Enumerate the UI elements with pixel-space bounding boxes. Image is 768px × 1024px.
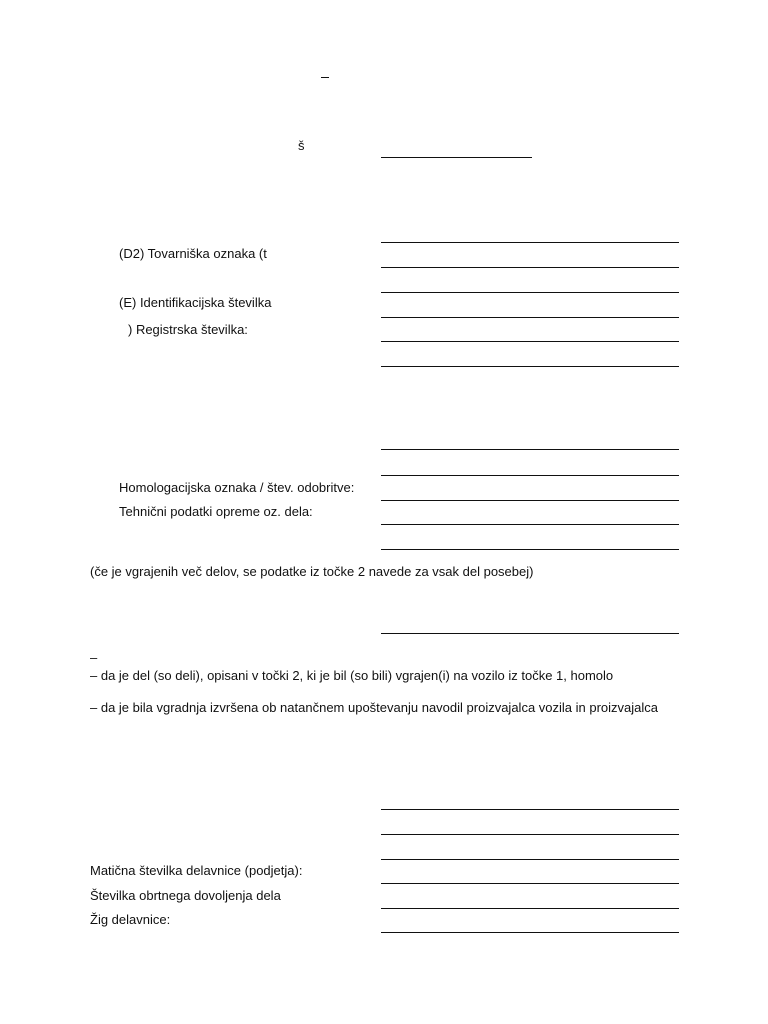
homologation-label: Homologacijska oznaka / štev. odobritve:: [119, 480, 355, 495]
field-line-10[interactable]: [381, 524, 679, 525]
field-line-7[interactable]: [381, 449, 679, 450]
d2-label: (D2) Tovarniška oznaka (t: [119, 246, 267, 261]
header-input-line[interactable]: [381, 157, 532, 158]
field-line-14[interactable]: [381, 834, 679, 835]
multiple-parts-note: (če je vgrajenih več delov, se podatke iz točke 2 navede za vsak del posebej): [90, 564, 534, 579]
field-line-11[interactable]: [381, 549, 679, 550]
trade-permit-label: Številka obrtnega dovoljenja dela: [90, 888, 281, 903]
registration-label: ) Registrska številka:: [128, 322, 248, 337]
field-line-1[interactable]: [381, 242, 679, 243]
field-line-16[interactable]: [381, 883, 679, 884]
e-label: (E) Identifikacijska številka: [119, 295, 272, 310]
field-line-18[interactable]: [381, 932, 679, 933]
declaration-item-1: – da je del (so deli), opisani v točki 2, ki je bil (so bili) vgrajen(i) na vozilo iz točke 1, homolo: [90, 668, 614, 683]
top-dash: [321, 77, 329, 78]
technical-data-label: Tehnični podatki opreme oz. dela:: [119, 504, 313, 519]
declaration-item-2: – da je bila vgradnja izvršena ob natančnem upoštevanju navodil proizvajalca vozila in proizvajalca: [90, 700, 659, 715]
field-line-12[interactable]: [381, 633, 679, 634]
field-line-9[interactable]: [381, 500, 679, 501]
s-char: š: [298, 138, 305, 153]
field-line-4[interactable]: [381, 317, 679, 318]
field-line-3[interactable]: [381, 292, 679, 293]
field-line-8[interactable]: [381, 475, 679, 476]
field-line-13[interactable]: [381, 809, 679, 810]
field-line-6[interactable]: [381, 366, 679, 367]
declaration-dash: –: [90, 650, 98, 665]
field-line-5[interactable]: [381, 341, 679, 342]
field-line-17[interactable]: [381, 908, 679, 909]
registration-number-label: Matična številka delavnice (podjetja):: [90, 863, 303, 878]
workshop-stamp-label: Žig delavnice:: [90, 912, 171, 927]
field-line-2[interactable]: [381, 267, 679, 268]
field-line-15[interactable]: [381, 859, 679, 860]
